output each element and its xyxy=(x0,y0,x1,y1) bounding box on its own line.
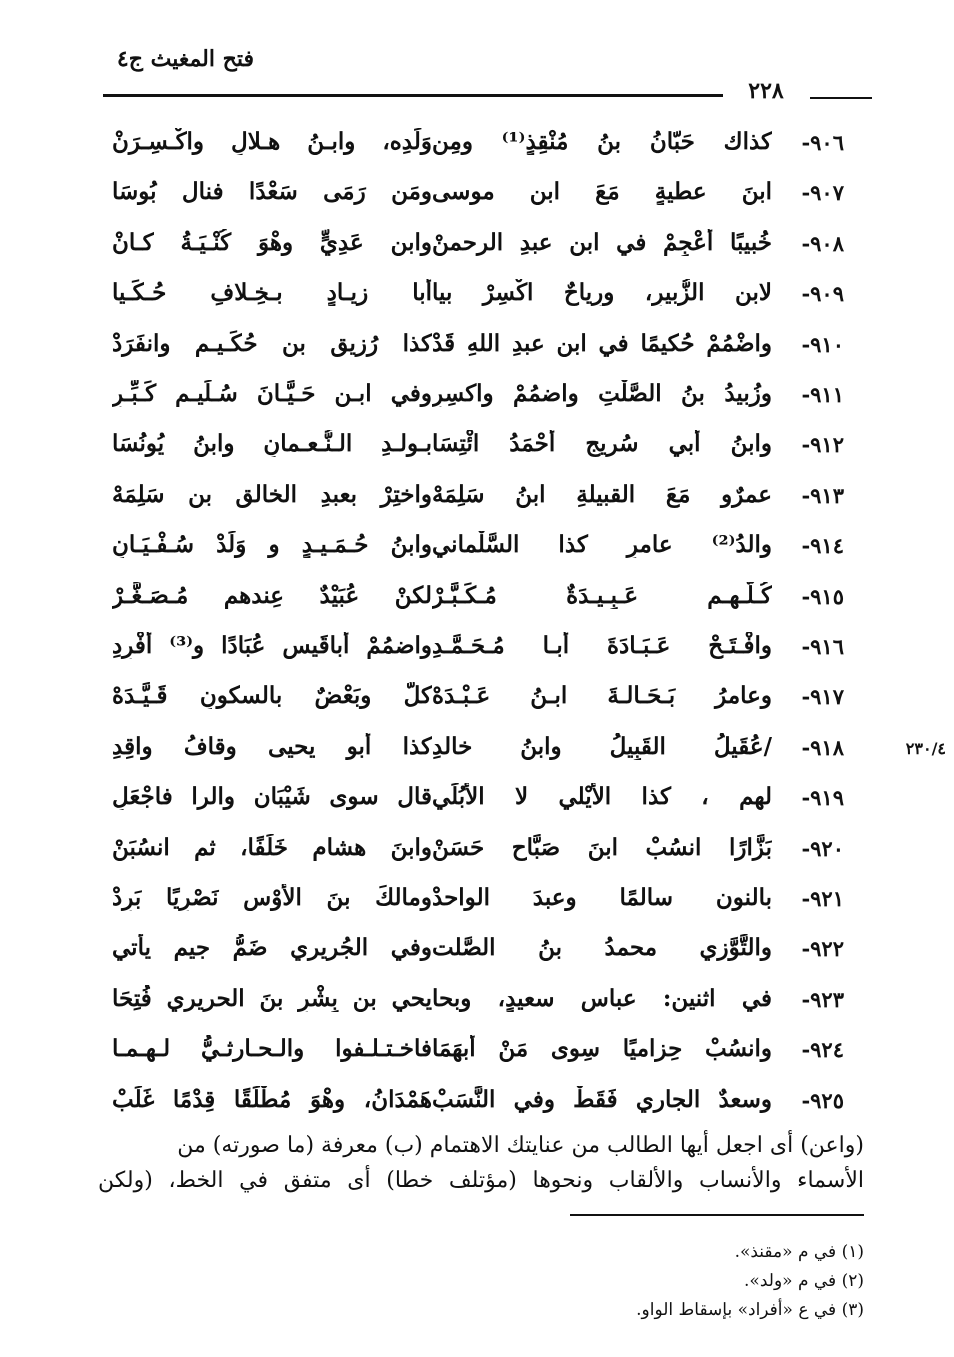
verse-first-hemistich: وابنُ أبي سُريج أَحْمَدُ ائْتِسَا xyxy=(432,430,772,458)
verse-number: ٩٢١- xyxy=(801,886,844,911)
verse-row xyxy=(0,324,954,374)
verse-number: ٩٢٤- xyxy=(801,1037,844,1063)
verse-first-hemistich: لابنِ الزُّبيرِ، ورِياحٌ اكْسِرْ بيا xyxy=(432,279,772,307)
verse-row xyxy=(0,878,954,928)
verse-row xyxy=(0,626,954,676)
verse-first-hemistich: /عُقَيلُ القَبِيلُ وابنُ خالدِ xyxy=(432,732,772,760)
verse-row xyxy=(0,828,954,878)
verse-second-hemistich: وابنَ هشامٍ خَلَفًا، ثم انسُبَنْ xyxy=(112,833,432,861)
verse-number: ٩٢٥- xyxy=(801,1087,844,1113)
verse-first-hemistich: خُبيبًا أَعْجِمْ في ابنِ عبدِ الرحمنْ xyxy=(432,228,772,256)
verse-second-hemistich: يحي بن بِشْرِ بنَ الحريري فُتِحَا xyxy=(112,984,432,1012)
verse-row xyxy=(0,374,954,424)
verse-number: ٩١٦- xyxy=(801,634,844,659)
verse-number: ٩٠٨- xyxy=(801,230,844,256)
verse-second-hemistich: ومَن رَمَى سَعْدًا فنال بُوسَا xyxy=(112,178,432,206)
verse-row xyxy=(0,424,954,474)
header-rule-short xyxy=(810,97,872,99)
verse-second-hemistich: واختِرْ بعبدِ الخالقِ بنِ سَلِمَهْ xyxy=(112,480,432,508)
verse-first-hemistich: واضْمُمْ حُكيمًا في ابنِ عبدِ اللهِ قَدْ xyxy=(432,329,772,357)
verse-first-hemistich: كُـلُّـهـم عَـبِـيـدَةٌ مُـكَـبَّـرْ xyxy=(432,581,772,609)
footnote: (٣) في ع «أفراد» بإسقاط الواو. xyxy=(636,1300,864,1320)
verse-first-hemistich: لهم ، كذا الأَيْلي لا الأُبُلِّي xyxy=(432,783,772,811)
verse-number: ٩١١- xyxy=(801,382,844,407)
book-title: فتح المغيث ج٤ xyxy=(116,46,254,72)
footnote: (٢) في م «ولد». xyxy=(744,1271,864,1291)
verse-first-hemistich: والدُ⁽²⁾ عامرٍ كذا السَّلْماني xyxy=(432,531,772,559)
commentary-line: (واعن) أى اجعل أيها الطالب من عنايتك الاهتمام (ب) معرفة (ما صورته) من xyxy=(177,1133,864,1158)
margin-reference: ٢٣٠/٤ xyxy=(905,738,946,758)
verse-number: ٩١٩- xyxy=(801,785,844,811)
verse-first-hemistich: بَزَّارًا انسُبْ ابنَ صَبَّاحٍ حَسَنْ xyxy=(432,833,772,861)
verse-row xyxy=(0,576,954,626)
footnotes xyxy=(264,1238,864,1325)
verse-first-hemistich: وافْـتَـحْ عَـبَـادَةَ أبـا مُـحَـمَّـدِ xyxy=(432,632,772,659)
verse-second-hemistich: وفي الجُريري ضَمُّ جيمٍ يأتي xyxy=(112,934,432,962)
footnote: (١) في م «مقنذ». xyxy=(734,1242,864,1262)
verse-second-hemistich: هَمْدَانُ، وهْوَ مُطْلَقًا قِدْمًا غَلَبْ xyxy=(112,1085,432,1113)
verse-number: ٩١٣- xyxy=(801,482,844,508)
verse-number: ٩٠٧- xyxy=(801,180,844,206)
verse-row xyxy=(0,676,954,726)
verse-first-hemistich: عمرٌو مَعَ القبيلةِ ابنُ سَلِمَهْ xyxy=(432,480,772,508)
page-number: ٢٢٨ xyxy=(748,78,784,104)
verse-first-hemistich: في اثنين: عباسٍ سعيدٍ، وبحا xyxy=(432,984,772,1012)
verse-second-hemistich: ومالكَ بنَ الأَوْسِ نَصْرِيًا بَرِدْ xyxy=(112,884,432,911)
verse-row xyxy=(0,928,954,978)
verse-second-hemistich: كلٌّ وبَعْضٌ بالسكونِ قَـيَّـدَهْ xyxy=(112,682,432,710)
verse-row xyxy=(0,475,954,525)
verse-number: ٩١٢- xyxy=(801,432,844,458)
verse-second-hemistich: قال سوى شَيْبَان والرا فاجْعَلِ xyxy=(112,783,432,811)
verse-second-hemistich: وفي ابـنِ حَـيَّـانَ سُـلَيـمٍ كَـبِّـرِ xyxy=(112,380,432,407)
verse-number: ٩٢٠- xyxy=(801,835,844,861)
verse-number: ٩١٨- xyxy=(801,734,844,760)
verse-number: ٩١٠- xyxy=(801,331,844,357)
verse-first-hemistich: كذاك حَبّانُ بنُ مُنْقِذٍ⁽¹⁾ ومِن xyxy=(432,128,772,155)
verse-first-hemistich: بالنون سالمًا وعبدَ الواحدْ xyxy=(432,884,772,911)
verse-first-hemistich: وسعدٌ الجاري فَقَطْ وفي النَّسَبْ xyxy=(432,1085,772,1113)
verse-second-hemistich: فاخـتـلـفوا والـحـارثـيُّ لـهـمـا xyxy=(112,1035,432,1063)
verse-second-hemistich: لكنْ عُبَيْدٌ عِندهم مُـصَـغَّـرْ xyxy=(112,581,432,609)
verse-number: ٩١٥- xyxy=(801,583,844,609)
verse-first-hemistich: والتَّوَّزي محمدُ بنُ الصَّلت xyxy=(432,934,772,962)
verse-row xyxy=(0,979,954,1029)
footnote-rule xyxy=(570,1214,864,1216)
verse-number: ٩١٧- xyxy=(801,684,844,710)
verse-second-hemistich: واضمُمْ أباقَيسٍ عُبَادًا و⁽³⁾ أَفْرِدِ xyxy=(112,632,432,659)
verse-row xyxy=(0,273,954,323)
verse-number: ٩١٤- xyxy=(801,533,844,559)
verse-number: ٩٢٢- xyxy=(801,936,844,962)
verse-number: ٩٢٣- xyxy=(801,986,844,1012)
verse-row xyxy=(0,525,954,575)
verse-row xyxy=(0,122,954,172)
verse-second-hemistich: وَلَدِه، وابـنُ هـلالٍ واكْـسِـرَنْ xyxy=(112,128,432,155)
header-rule xyxy=(103,94,723,97)
verse-second-hemistich: بـولـدِ الـنُّـعـمانِ وابنُ يُونُسَا xyxy=(112,430,432,458)
verse-row xyxy=(0,777,954,827)
verse-number: ٩٠٩- xyxy=(801,281,844,307)
verse-number: ٩٠٦- xyxy=(801,130,844,155)
verse-second-hemistich: كذا رُزيق بنِ حُكَـيـمٍ وانفَرَدْ xyxy=(112,329,432,357)
verse-second-hemistich: أبا زيـادٍ بـخِـلافِ حُـكَـيا xyxy=(112,279,432,307)
verse-first-hemistich: وانسُبْ حِزاميًا سِوى مَنْ أَبهَمَا xyxy=(432,1035,772,1063)
verse-first-hemistich: وزُبيدُ بنُ الصَّلْتِ واضمُمْ واكسِرِ xyxy=(432,380,772,407)
commentary xyxy=(98,1128,864,1198)
verse-first-hemistich: ابنَ عطيةٍ مَعَ ابنِ موسى xyxy=(432,178,772,206)
verse-row xyxy=(0,172,954,222)
verse-row xyxy=(0,1029,954,1079)
commentary-line: الأسماء والأنساب والألقاب ونحوها (مؤتلف خطا) أى متفق في الخط، (ولكن xyxy=(98,1168,864,1193)
verse-row xyxy=(0,1080,954,1130)
verse-second-hemistich: وابنُ حُـمَـيـدٍ و وَلَدْ سُـفْـيَـانِ xyxy=(112,531,432,559)
verse-row xyxy=(0,223,954,273)
verse-first-hemistich: وعامرُ بَـحَـالـةَ ابـنُ عَـبْـدَهْ xyxy=(432,682,772,710)
verse-second-hemistich: وابنِ عَدِيٍّ وهْوَ كُنْـيَـةُ كـانْ xyxy=(112,228,432,256)
verse-row xyxy=(0,727,954,777)
verse-second-hemistich: كذا أبو يحيى وقافُ واقِدِ xyxy=(112,732,432,760)
